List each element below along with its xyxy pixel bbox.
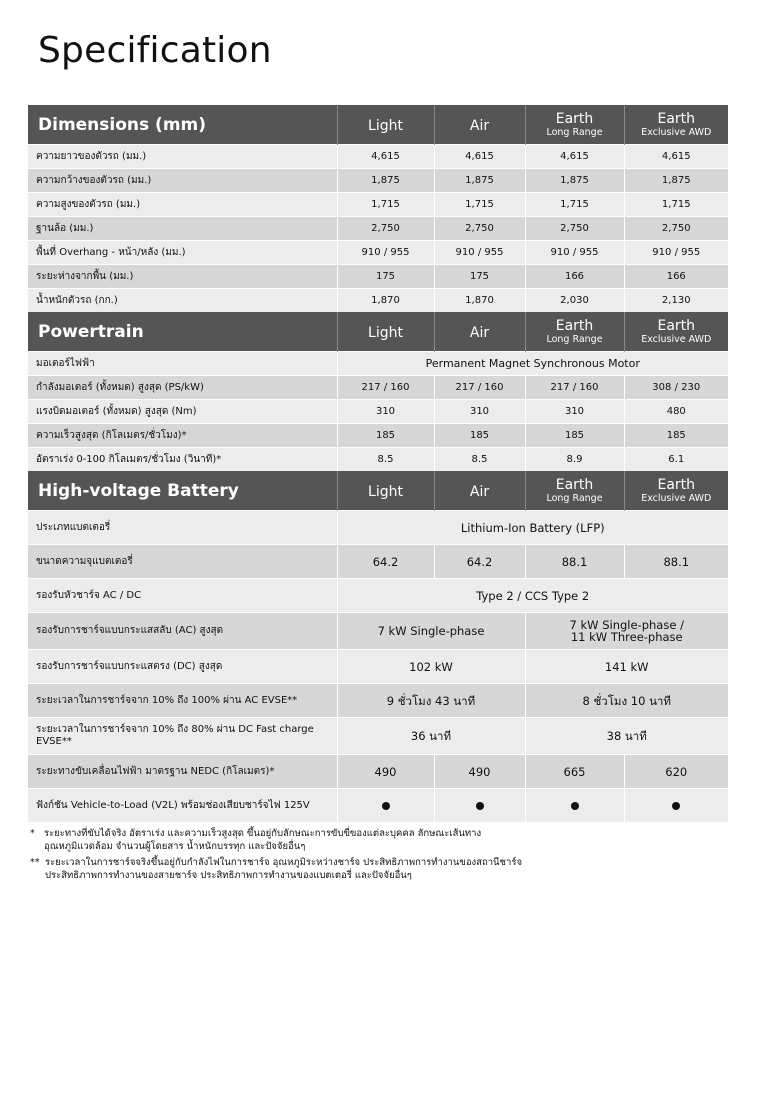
cell-value: 910 / 955 — [525, 241, 624, 265]
section-title: High-voltage Battery — [28, 471, 337, 511]
cell-value: 910 / 955 — [337, 241, 434, 265]
cell-value-merged: 102 kW — [337, 650, 525, 684]
row-label: น้ำหนักตัวรถ (กก.) — [28, 289, 337, 313]
section-header-battery — [28, 471, 728, 511]
cell-value: 166 — [525, 265, 624, 289]
spec-row — [28, 579, 728, 613]
spec-row — [28, 424, 728, 448]
row-label: ความกว้างของตัวรถ (มม.) — [28, 169, 337, 193]
spec-row — [28, 448, 728, 472]
cell-value: 4,615 — [624, 145, 728, 169]
cell-value-merged: Type 2 / CCS Type 2 — [337, 579, 728, 613]
cell-value: 1,870 — [337, 289, 434, 313]
spec-row — [28, 511, 728, 545]
cell-value-merged: Lithium-Ion Battery (LFP) — [337, 511, 728, 545]
row-label: กำลังมอเตอร์ (ทั้งหมด) สูงสุด (PS/kW) — [28, 376, 337, 400]
cell-value-merged: 38 นาที — [525, 718, 728, 755]
cell-value: 910 / 955 — [624, 241, 728, 265]
row-label: อัตราเร่ง 0-100 กิโลเมตร/ชั่วโมง (วินาที)* — [28, 448, 337, 472]
cell-value: 8.9 — [525, 448, 624, 472]
row-label: ความยาวของตัวรถ (มม.) — [28, 145, 337, 169]
cell-value: 1,875 — [434, 169, 525, 193]
cell-value-merged: 9 ชั่วโมง 43 นาที — [337, 684, 525, 718]
model-header-air: Air — [434, 471, 525, 511]
cell-value: 4,615 — [525, 145, 624, 169]
footnote-marker: ** — [30, 857, 40, 868]
cell-value: 1,875 — [624, 169, 728, 193]
cell-value: 8.5 — [434, 448, 525, 472]
cell-value: 310 — [434, 400, 525, 424]
row-label: ระยะเวลาในการชาร์จจาก 10% ถึง 100% ผ่าน AC EVSE** — [28, 684, 337, 718]
footnote-text: ประสิทธิภาพการทำงานของสายชาร์จ ประสิทธิภาพการทำงานของแบตเตอรี่ และปัจจัยอื่นๆ — [45, 869, 412, 881]
row-label: แรงบิดมอเตอร์ (ทั้งหมด) สูงสุด (Nm) — [28, 400, 337, 424]
section-title: Powertrain — [28, 312, 337, 352]
cell-value: 2,750 — [525, 217, 624, 241]
cell-value: 88.1 — [525, 545, 624, 579]
bullet-dot-icon — [571, 802, 579, 810]
spec-row — [28, 352, 728, 376]
cell-value: 217 / 160 — [525, 376, 624, 400]
row-label: รองรับการชาร์จแบบกระแสตรง (DC) สูงสุด — [28, 650, 337, 684]
cell-value: 166 — [624, 265, 728, 289]
cell-value: 620 — [624, 755, 728, 789]
cell-value: 217 / 160 — [337, 376, 434, 400]
cell-value: 64.2 — [434, 545, 525, 579]
cell-value: 6.1 — [624, 448, 728, 472]
footnote-marker: * — [30, 828, 35, 839]
row-label: รองรับการชาร์จแบบกระแสสลับ (AC) สูงสุด — [28, 613, 337, 650]
cell-value: 1,870 — [434, 289, 525, 313]
cell-value: 64.2 — [337, 545, 434, 579]
cell-value: 1,715 — [624, 193, 728, 217]
row-label: ระยะห่างจากพื้น (มม.) — [28, 265, 337, 289]
cell-value: 1,875 — [525, 169, 624, 193]
model-header-light: Light — [337, 105, 434, 145]
model-header-earth-exclusive-awd: Earth Exclusive AWD — [624, 312, 728, 352]
row-label: ความเร็วสูงสุด (กิโลเมตร/ชั่วโมง)* — [28, 424, 337, 448]
spec-row — [28, 217, 728, 241]
cell-value: 2,030 — [525, 289, 624, 313]
cell-value: 1,715 — [525, 193, 624, 217]
spec-row — [28, 193, 728, 217]
cell-value: 490 — [337, 755, 434, 789]
row-label: ความสูงของตัวรถ (มม.) — [28, 193, 337, 217]
cell-value-merged: 7 kW Single-phase — [337, 613, 525, 650]
cell-value-merged: 8 ชั่วโมง 10 นาที — [525, 684, 728, 718]
row-label: ขนาดความจุแบตเตอรี่ — [28, 545, 337, 579]
bullet-dot-icon — [672, 802, 680, 810]
footnote-text: ระยะทางที่ขับได้จริง อัตราเร่ง และความเร็วสูงสุด ขึ้นอยู่กับลักษณะการขับขี่ของแต่ละบุคคล ลักษณะเส้นทาง — [44, 828, 482, 839]
footnotes — [30, 828, 590, 886]
spec-row — [28, 684, 728, 718]
cell-value: 185 — [624, 424, 728, 448]
spec-row — [28, 650, 728, 684]
section-header-powertrain — [28, 312, 728, 352]
cell-value: 910 / 955 — [434, 241, 525, 265]
section-title: Dimensions (mm) — [28, 105, 337, 145]
cell-value: 310 — [525, 400, 624, 424]
footnote-text: อุณหภูมิแวดล้อม จำนวนผู้โดยสาร น้ำหนักบรรทุก และปัจจัยอื่นๆ — [44, 840, 306, 852]
footnote — [30, 857, 590, 882]
cell-value: 4,615 — [337, 145, 434, 169]
cell-value: 175 — [434, 265, 525, 289]
spec-row — [28, 755, 728, 789]
cell-value — [337, 789, 434, 823]
spec-row — [28, 400, 728, 424]
spec-row — [28, 613, 728, 650]
cell-value: 665 — [525, 755, 624, 789]
spec-row — [28, 545, 728, 579]
spec-row — [28, 718, 728, 755]
row-label: ระยะเวลาในการชาร์จจาก 10% ถึง 80% ผ่าน DC Fast charge EVSE** — [28, 718, 337, 755]
spec-table — [28, 105, 728, 822]
cell-value: 2,750 — [337, 217, 434, 241]
cell-value: 4,615 — [434, 145, 525, 169]
footnote-text: ระยะเวลาในการชาร์จจริงขึ้นอยู่กับกำลังไฟในการชาร์จ อุณหภูมิระหว่างชาร์จ ประสิทธิภาพการทำงานของสถานีชาร์จ — [45, 857, 523, 868]
cell-value: 185 — [337, 424, 434, 448]
spec-row — [28, 289, 728, 313]
model-header-earth-long-range: Earth Long Range — [525, 105, 624, 145]
cell-value — [434, 789, 525, 823]
model-header-earth-long-range: Earth Long Range — [525, 312, 624, 352]
cell-value: 1,715 — [337, 193, 434, 217]
spec-row — [28, 241, 728, 265]
model-header-light: Light — [337, 312, 434, 352]
model-header-light: Light — [337, 471, 434, 511]
row-label: ประเภทแบตเตอรี่ — [28, 511, 337, 545]
cell-value: 175 — [337, 265, 434, 289]
bullet-dot-icon — [476, 802, 484, 810]
spec-row — [28, 265, 728, 289]
row-label: ฟังก์ชัน Vehicle-to-Load (V2L) พร้อมช่องเสียบชาร์จไฟ 125V — [28, 789, 337, 823]
spec-row — [28, 145, 728, 169]
cell-value: 490 — [434, 755, 525, 789]
cell-value-merged: Permanent Magnet Synchronous Motor — [337, 352, 728, 376]
model-header-earth-long-range: Earth Long Range — [525, 471, 624, 511]
cell-value: 185 — [525, 424, 624, 448]
cell-value: 88.1 — [624, 545, 728, 579]
cell-value-merged: 7 kW Single-phase / 11 kW Three-phase — [525, 613, 728, 650]
cell-value: 480 — [624, 400, 728, 424]
page-title: Specification — [38, 30, 272, 71]
model-header-earth-exclusive-awd: Earth Exclusive AWD — [624, 471, 728, 511]
model-header-air: Air — [434, 105, 525, 145]
cell-value-merged: 141 kW — [525, 650, 728, 684]
cell-value: 185 — [434, 424, 525, 448]
cell-value: 8.5 — [337, 448, 434, 472]
model-header-earth-exclusive-awd: Earth Exclusive AWD — [624, 105, 728, 145]
cell-value: 1,715 — [434, 193, 525, 217]
cell-value: 308 / 230 — [624, 376, 728, 400]
row-label: มอเตอร์ไฟฟ้า — [28, 352, 337, 376]
bullet-dot-icon — [382, 802, 390, 810]
model-header-air: Air — [434, 312, 525, 352]
cell-value: 2,750 — [434, 217, 525, 241]
footnote — [30, 828, 590, 853]
cell-value: 310 — [337, 400, 434, 424]
row-label: ฐานล้อ (มม.) — [28, 217, 337, 241]
cell-value: 1,875 — [337, 169, 434, 193]
cell-value: 2,750 — [624, 217, 728, 241]
cell-value — [624, 789, 728, 823]
row-label: รองรับหัวชาร์จ AC / DC — [28, 579, 337, 613]
spec-row — [28, 169, 728, 193]
cell-value — [525, 789, 624, 823]
section-header-dimensions — [28, 105, 728, 145]
row-label: พื้นที่ Overhang - หน้า/หลัง (มม.) — [28, 241, 337, 265]
cell-value: 2,130 — [624, 289, 728, 313]
spec-row — [28, 376, 728, 400]
cell-value-merged: 36 นาที — [337, 718, 525, 755]
cell-value: 217 / 160 — [434, 376, 525, 400]
spec-row — [28, 789, 728, 823]
row-label: ระยะทางขับเคลื่อนไฟฟ้า มาตรฐาน NEDC (กิโลเมตร)* — [28, 755, 337, 789]
